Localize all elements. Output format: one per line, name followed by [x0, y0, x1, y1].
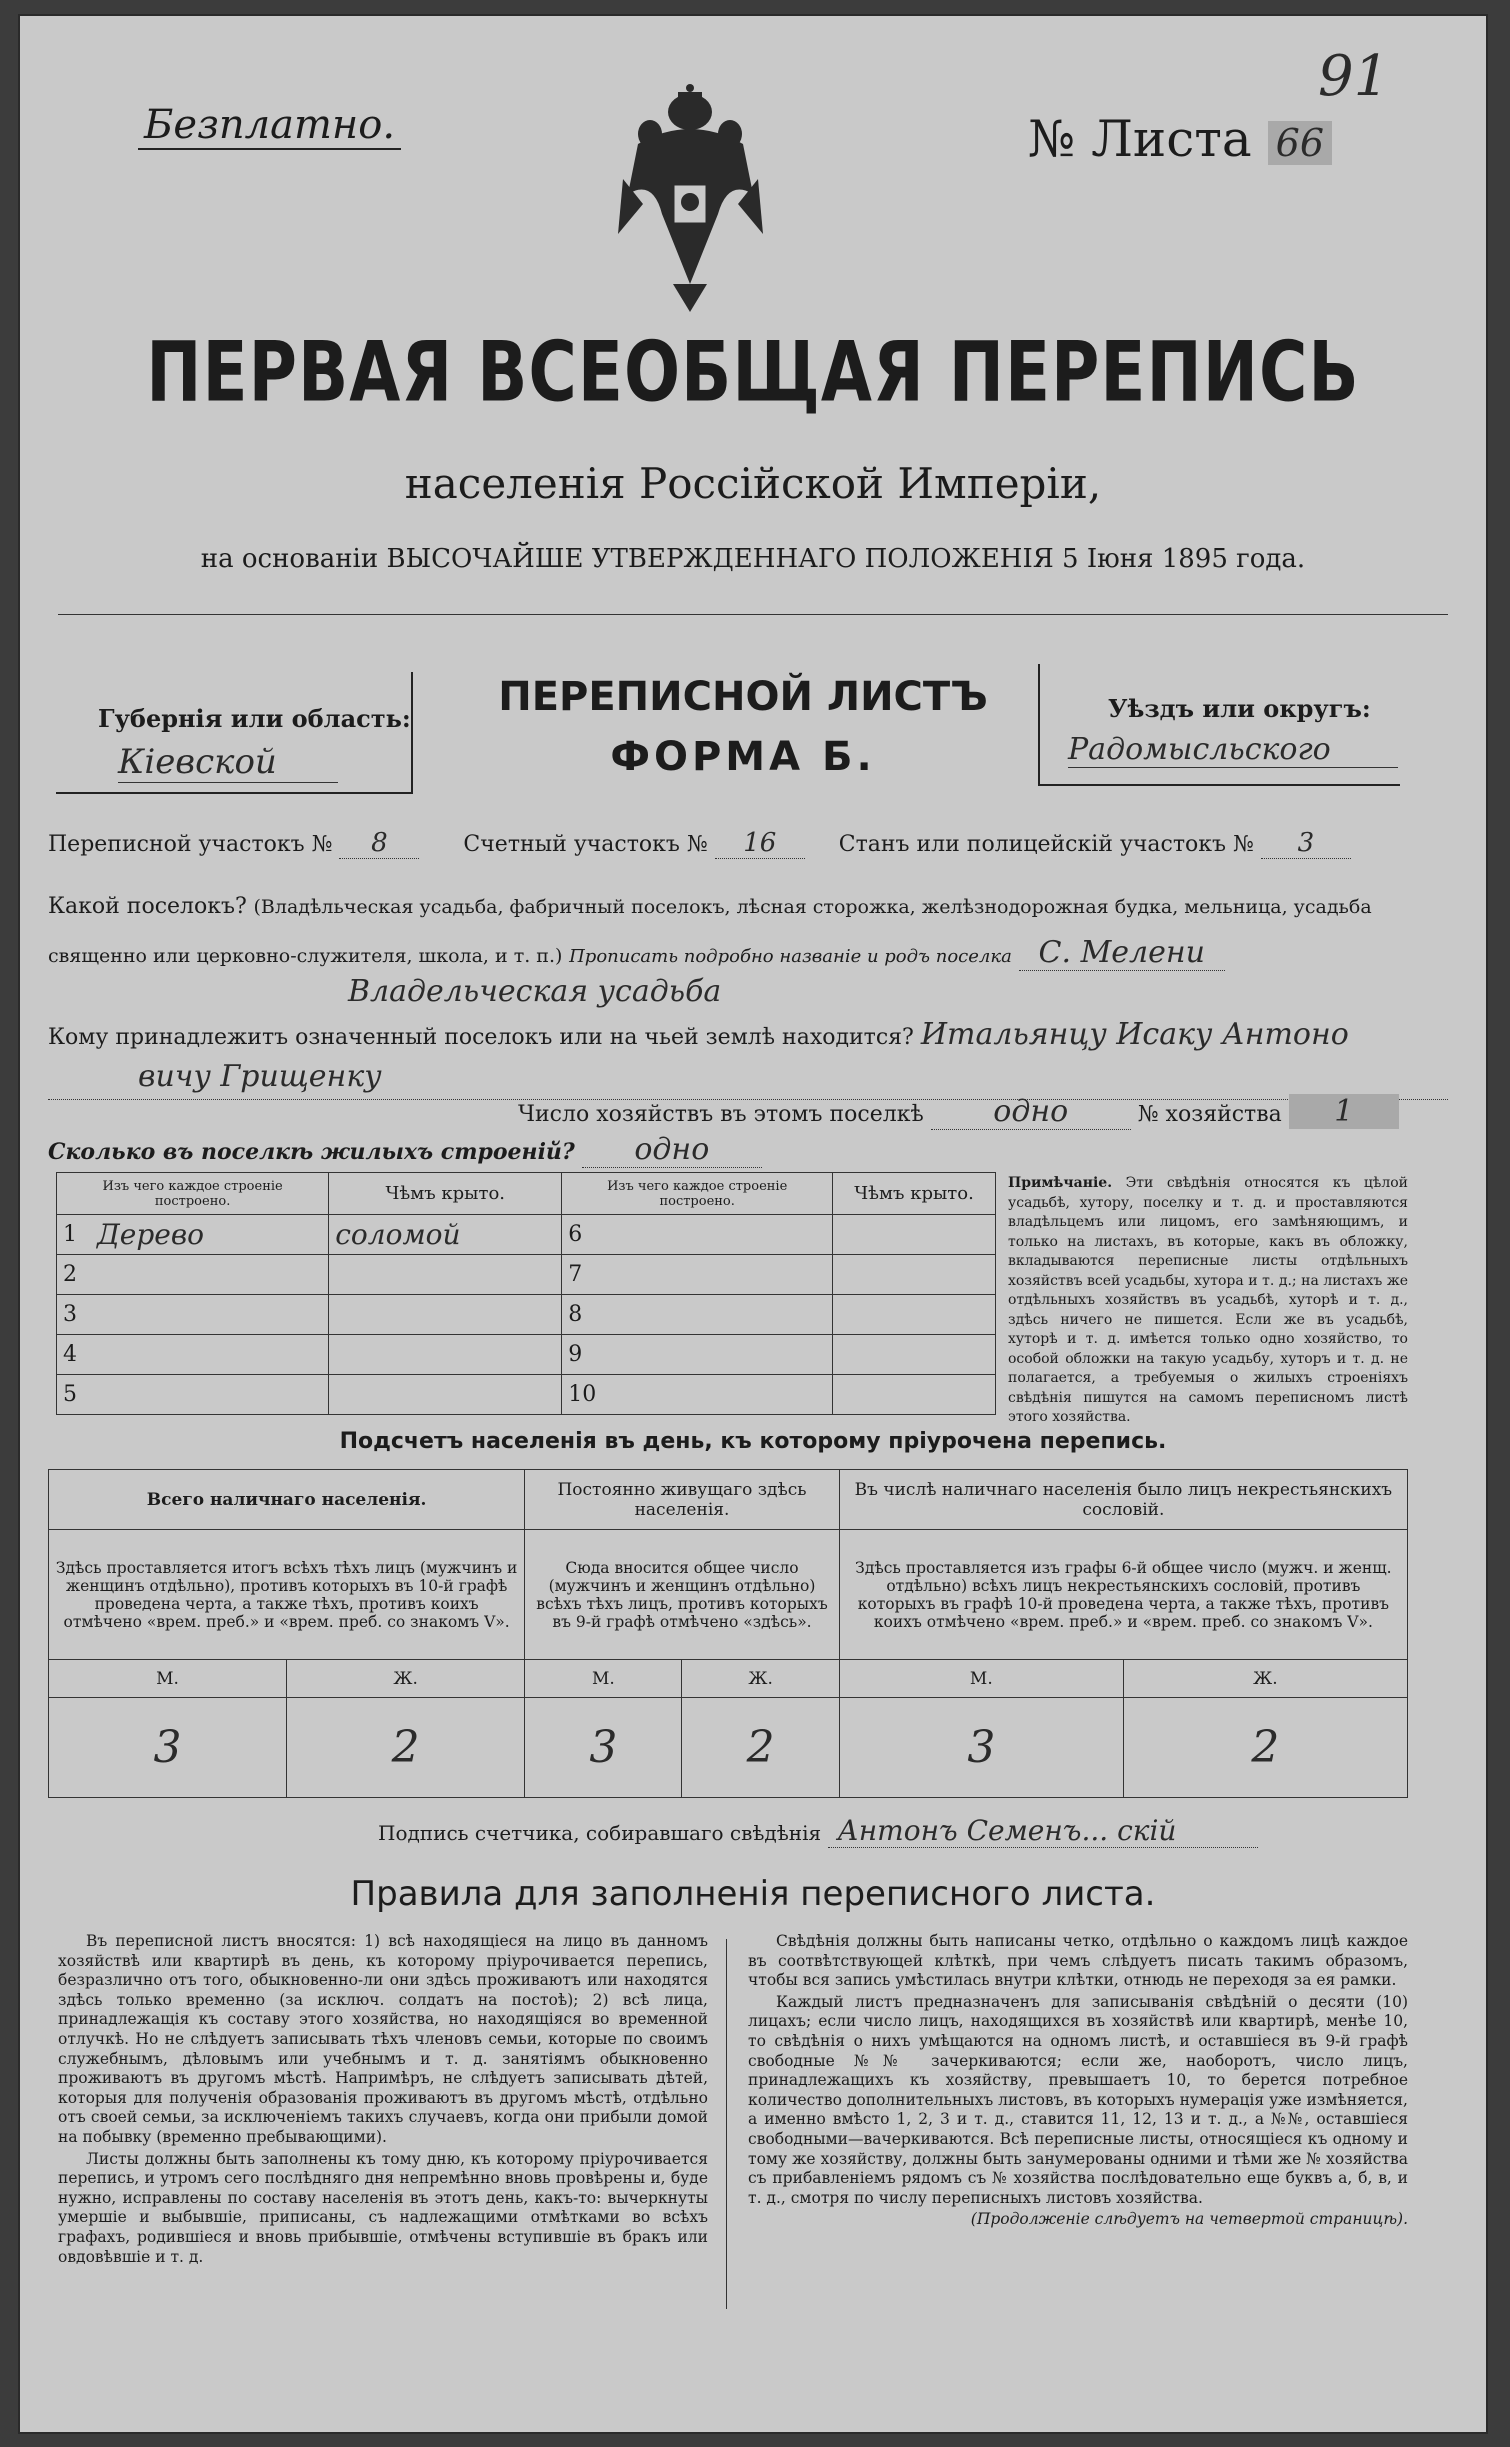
form-title: ПЕРЕПИСНОЙ ЛИСТЪ	[498, 674, 988, 720]
material-cell[interactable]	[602, 1335, 832, 1375]
roof-cell[interactable]	[329, 1375, 562, 1415]
sheet-number-value: 66	[1268, 121, 1332, 165]
m-header: М.	[839, 1660, 1123, 1698]
archive-number: 91	[1318, 44, 1390, 109]
owner-question: Кому принадлежитъ означенный поселокъ или на чьей землѣ находится?	[48, 1025, 914, 1050]
buildings-label: Сколько въ поселкѣ жилыхъ строеній?	[48, 1139, 575, 1165]
col-total-present: Всего наличнаго населенія.	[49, 1470, 525, 1530]
owner-row	[48, 1017, 1448, 1052]
census-district-label: Переписной участокъ №	[48, 832, 333, 857]
material-cell[interactable]	[602, 1295, 832, 1335]
district-row	[48, 828, 1448, 859]
buildings-note	[1008, 1174, 1408, 1428]
col-roof-left: Чѣмъ крыто.	[329, 1173, 562, 1215]
table-row: 3 8	[57, 1295, 996, 1335]
imperial-eagle-emblem	[618, 84, 763, 314]
material-cell[interactable]: Дерево	[91, 1215, 329, 1255]
col-permanent: Постоянно живущаго здѣсь населенія.	[525, 1470, 840, 1530]
roof-cell[interactable]: соломой	[329, 1215, 562, 1255]
material-cell[interactable]	[91, 1255, 329, 1295]
non-peasant-desc: Здѣсь проставляется изъ графы 6-й общее число (мужч. и женщ. отдѣльно) всѣхъ лицъ некрестьянскихъ сословій, противъ которыхъ въ графѣ 10-й проведена черта, а также тѣхъ, противъ коихъ отмѣчено «врем. преб.» и «врем. преб. со знакомъ V».	[839, 1530, 1407, 1660]
rules-right-p2: Каждый листъ предназначенъ для записыванія свѣдѣній о десяти (10) лицахъ; если число лицъ, находящихся въ хозяйствѣ или квартирѣ, менѣе 10, то свѣдѣнія о нихъ умѣщаются на одномъ листѣ, и оставшіеся въ 9-й графѣ свободные №№ зачеркиваются; если же, наоборотъ, число лицъ, принадлежащихъ къ хозяйству, превышаетъ 10, то берется потребное количество дополнительныхъ листовъ, въ которыхъ нумерація уже измѣняется, а именно вмѣсто 1, 2, 3 и т. д., ставится 11, 12, 13 и т. д., а №№, оставшіеся свободными—вачеркиваются. Всѣ переписные листы, относящіеся къ одному и тому же хозяйству, должны быть занумерованы одними и тѣми же № хозяйства съ прибавленіемъ рядомъ съ № хозяйства послѣдовательно еще буквъ а, б, в, и т. д., смотря по числу переписныхъ листовъ хозяйства.	[748, 1992, 1408, 2207]
permanent-desc: Сюда вносится общее число (мужчинъ и женщинъ отдѣльно) всѣхъ тѣхъ лицъ, противъ которыхъ въ 9-й графѣ отмѣчено «здѣсь».	[525, 1530, 840, 1660]
col-roof-right: Чѣмъ крыто.	[833, 1173, 996, 1215]
rules-right-p1: Свѣдѣнія должны быть написаны четко, отдѣльно о каждомъ лицѣ каждое въ соотвѣтствующей клѣткѣ, при чемъ слѣдуетъ писать такимъ образомъ, чтобы вся запись умѣстилась внутри клѣтки, отнюдь не переходя за ея рамки.	[748, 1932, 1408, 1990]
household-number-label: № хозяйства	[1137, 1102, 1282, 1127]
table-row: 1 Дерево соломой 6	[57, 1215, 996, 1255]
rules-left-p2: Листы должны быть заполнены къ тому дню, къ которому пріурочивается перепись, и утромъ сего послѣдняго дня непремѣнно вновь провѣрены и, буде нужно, исправлены по составу населенія въ этотъ день, какъ-то: вычеркнуты умершіе и выбывшіе, приписаны, съ надлежащими отмѣтками во всѣхъ графахъ, родившіеся и вновь прибывшіе, отмѣчены вступившіе въ бракъ или овдовѣвшіе и т. д.	[58, 2149, 708, 2266]
m-header: М.	[49, 1660, 287, 1698]
signature-label: Подпись счетчика, собиравшаго свѣдѣнія	[378, 1821, 822, 1845]
non-peasant-male-value[interactable]: 3	[839, 1698, 1123, 1798]
table-row: 4 9	[57, 1335, 996, 1375]
rules-continued: (Продолженіе слѣдуетъ на четвертой страницѣ).	[970, 2210, 1408, 2229]
buildings-table	[56, 1172, 996, 1415]
total-present-desc: Здѣсь проставляется итогъ всѣхъ тѣхъ лицъ (мужчинъ и женщинъ отдѣльно), противъ которыхъ въ 10-й графѣ проведена черта, а также тѣхъ, противъ коихъ отмѣчено «врем. преб.» и «врем. преб. со знакомъ V».	[49, 1530, 525, 1660]
roof-cell[interactable]	[329, 1255, 562, 1295]
sheet-number-label: № Листа	[1028, 110, 1252, 168]
population-table	[48, 1469, 1408, 1798]
owner-value-1[interactable]: Итальянцу Исаку Антоно	[920, 1017, 1349, 1052]
population-title: Подсчетъ населенія въ день, къ которому пріурочена перепись.	[339, 1429, 1167, 1454]
signature-row	[378, 1814, 1258, 1848]
material-cell[interactable]	[91, 1335, 329, 1375]
rules-left-column	[58, 1932, 708, 2269]
zh-header: Ж.	[1123, 1660, 1407, 1698]
col-material-left: Изъ чего каждое строеніе построено.	[57, 1173, 329, 1215]
note-title: Примѣчаніе.	[1008, 1175, 1113, 1191]
buildings-row	[48, 1132, 762, 1168]
free-label: Безплатно.	[138, 102, 401, 150]
basis-line: на основаніи ВЫСОЧАЙШЕ УТВЕРЖДЕННАГО ПОЛОЖЕНІЯ 5 Іюня 1895 года.	[200, 544, 1306, 574]
total-male-value[interactable]: 3	[49, 1698, 287, 1798]
households-label: Число хозяйствъ въ этомъ поселкѣ	[518, 1102, 924, 1127]
settlement-hint: (Владѣльческая усадьба, фабричный поселокъ, лѣсная сторожка, желѣзнодорожная будка, мельница, усадьба священно или церковно-служителя, школа, и т. п.)	[48, 896, 1372, 967]
total-female-value[interactable]: 2	[287, 1698, 525, 1798]
rules-title: Правила для заполненія переписного листа.	[350, 1874, 1156, 1914]
material-cell[interactable]	[91, 1375, 329, 1415]
zh-header: Ж.	[682, 1660, 839, 1698]
uezd-value[interactable]: Радомысльского	[1068, 732, 1398, 768]
material-cell[interactable]	[602, 1375, 832, 1415]
permanent-female-value[interactable]: 2	[682, 1698, 839, 1798]
settlement-instruction: Прописать подробно названіе и родъ поселка	[569, 946, 1012, 967]
census-sheet	[18, 14, 1488, 2434]
table-row: 5 10	[57, 1375, 996, 1415]
households-row	[518, 1094, 1399, 1130]
settlement-question: Какой поселокъ?	[48, 894, 247, 919]
col-material-right: Изъ чего каждое строеніе построено.	[562, 1173, 833, 1215]
household-number-value[interactable]: 1	[1289, 1094, 1399, 1129]
subtitle: населенія Россійской Имперіи,	[404, 459, 1102, 508]
col-non-peasant: Въ числѣ наличнаго населенія было лицъ некрестьянскихъ сословій.	[839, 1470, 1407, 1530]
roof-cell[interactable]	[833, 1335, 996, 1375]
column-divider	[726, 1939, 727, 2309]
material-cell[interactable]	[91, 1295, 329, 1335]
rules-right-column	[748, 1932, 1408, 2232]
non-peasant-female-value[interactable]: 2	[1123, 1698, 1407, 1798]
rules-left-p1: Въ переписной листъ вносятся: 1) всѣ находящіеся на лицо въ данномъ хозяйствѣ или квартирѣ въ день, къ которому пріурочивается перепись, безразлично отъ того, обыкновенно-ли они здѣсь проживаютъ или находятся здѣсь только временно (за исключ. солдатъ на постоѣ); 2) всѣ лица, принадлежащія къ составу этого хозяйства, но находящіяся во временной отлучкѣ. Но не слѣдуетъ записывать тѣхъ членовъ семьи, которые по своимъ служебнымъ, дѣловымъ или учебнымъ и т. д. занятіямъ обыкновенно проживаютъ въ другомъ мѣстѣ. Напримѣръ, не слѣдуетъ записывать дѣтей, которыя для полученія образованія проживаютъ въ другомъ мѣстѣ, отдѣльно отъ своей семьи, за исключеніемъ такихъ случаевъ, когда они прибыли домой на побывку (временно пребывающими).	[58, 1932, 708, 2146]
gubernia-label: Губернія или область:	[98, 704, 411, 733]
m-header: М.	[525, 1660, 682, 1698]
form-name: ФОРМА Б.	[610, 734, 876, 780]
material-cell[interactable]	[602, 1215, 832, 1255]
settlement-value-1[interactable]: С. Мелени	[1019, 935, 1225, 971]
gubernia-value[interactable]: Кіевской	[118, 742, 338, 783]
main-title: ПЕРВАЯ ВСЕОБЩАЯ ПЕРЕПИСЬ	[146, 324, 1360, 421]
settlement-block	[48, 884, 1448, 979]
zh-header: Ж.	[287, 1660, 525, 1698]
sheet-number	[1028, 110, 1332, 168]
settlement-value-2[interactable]: Владельческая усадьба	[348, 974, 722, 1009]
count-district-label: Счетный участокъ №	[463, 832, 708, 857]
roof-cell[interactable]	[833, 1295, 996, 1335]
roof-cell[interactable]	[833, 1375, 996, 1415]
households-value[interactable]: одно	[931, 1094, 1131, 1130]
roof-cell[interactable]	[329, 1295, 562, 1335]
roof-cell[interactable]	[329, 1335, 562, 1375]
count-district-value[interactable]: 16	[715, 828, 805, 859]
note-text: Эти свѣдѣнія относятся къ цѣлой усадьбѣ, хутору, поселку и т. д. и проставляются владѣльцемъ или лицомъ, его замѣняющимъ, и только на листахъ, въ которые, какъ въ обложку, вкладываются переписные листы отдѣльныхъ хозяйствъ всей усадьбы, хутора и т. д.; на листахъ же отдѣльныхъ хозяйствъ въ усадьбѣ, хуторѣ и т. д., здѣсь ничего не пишется. Если же въ усадьбѣ, хуторѣ и т. д. имѣется только одно хозяйство, то особой обложки на такую усадьбу, хуторъ и т. д. не полагается, а требуемыя о жилыхъ строеніяхъ свѣдѣнія пишутся на самомъ переписномъ листѣ этого хозяйства.	[1008, 1175, 1408, 1425]
buildings-value[interactable]: одно	[582, 1132, 762, 1168]
material-cell[interactable]	[602, 1255, 832, 1295]
roof-cell[interactable]	[833, 1215, 996, 1255]
uezd-label: Уѣздъ или округъ:	[1108, 694, 1371, 723]
census-district-value[interactable]: 8	[339, 828, 419, 859]
stan-label: Станъ или полицейскій участокъ №	[838, 832, 1254, 857]
owner-value-2[interactable]: вичу Грищенку	[138, 1059, 382, 1094]
stan-value[interactable]: 3	[1261, 828, 1351, 859]
signature-value[interactable]: Антонъ Семенъ... скій	[828, 1814, 1258, 1848]
roof-cell[interactable]	[833, 1255, 996, 1295]
table-row: 2 7	[57, 1255, 996, 1295]
permanent-male-value[interactable]: 3	[525, 1698, 682, 1798]
